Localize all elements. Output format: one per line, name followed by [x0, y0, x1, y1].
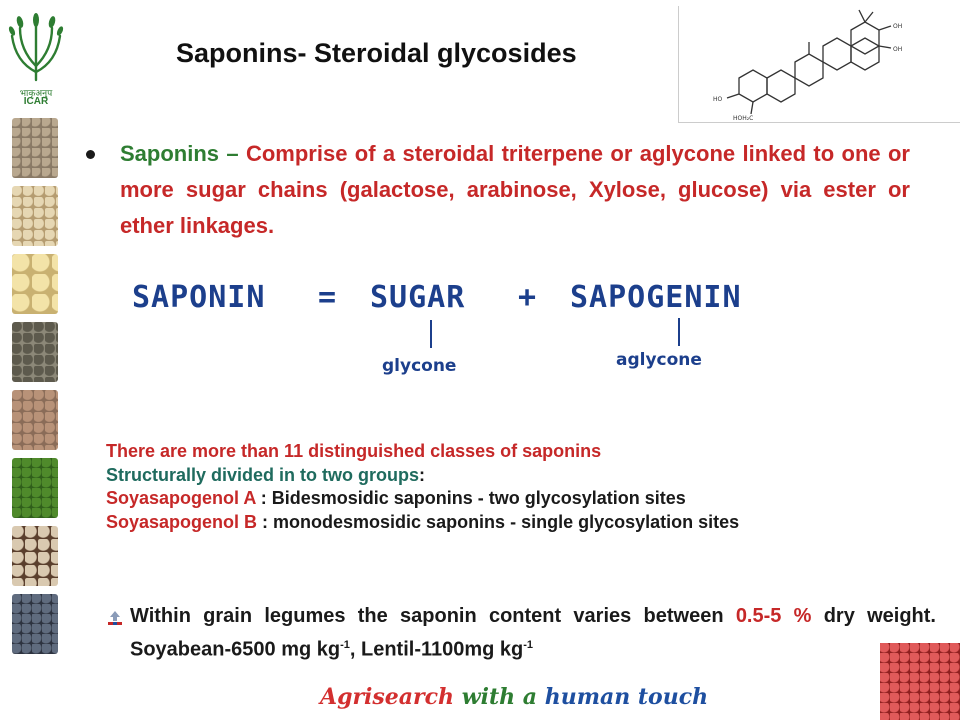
seed-image: [12, 458, 58, 518]
equation-sapogenin: SAPOGENIN: [570, 280, 742, 315]
slide-title: Saponins- Steroidal glycosides: [176, 38, 577, 68]
svg-text:OH: OH: [893, 23, 903, 30]
soyasapogenol-b-line: Soyasapogenol B : monodesmosidic saponins - single glycosylation sites: [106, 511, 740, 532]
icar-logo: [8, 6, 64, 106]
seed-image: [12, 390, 58, 450]
saponin-content-note: Within grain legumes the saponin content varies between 0.5-5 % dry weight. Soyabean-6500 mg $kg^{-1}$, Lentil-1100mg $kg^{-1}$: [130, 605, 936, 661]
arrow-bullet-icon: [108, 610, 122, 624]
bullet-dot: [86, 150, 95, 159]
saponin-label: Saponins –: [120, 141, 246, 166]
seed-image: [12, 254, 58, 314]
content-range: 0.5-5 %: [735, 605, 812, 627]
equation-saponin: SAPONIN: [132, 280, 266, 315]
seed-image: [12, 594, 58, 654]
logo-name: ICAR: [23, 96, 49, 107]
logo-hindi-text: भाकृअनुप: [19, 88, 53, 98]
red-seed-image: [880, 643, 960, 720]
svg-text:HOH₂C: HOH₂C: [733, 115, 754, 122]
saponin-definition-text: Comprise of a steroidal triterpene or aglycone linked to one or more sugar chains (galactose, arabinose, Xylose, glucose) via ester or ether linkages.: [120, 141, 910, 238]
seed-image-column: [12, 118, 58, 662]
saponin-equation: [132, 280, 822, 390]
seed-image: [12, 118, 58, 178]
saponin-classes-info: [106, 440, 739, 534]
svg-text:HO: HO: [713, 96, 723, 103]
equation-glycone: glycone: [382, 356, 457, 376]
triterpene-structure-image: [678, 6, 960, 123]
equation-connector: [678, 318, 680, 346]
seed-image: [12, 186, 58, 246]
equation-connector: [430, 320, 432, 348]
soyasapogenol-a-line: Soyasapogenol A : Bidesmosidic saponins - two glycosylation sites: [106, 488, 686, 508]
classes-line: There are more than 11 distinguished classes of saponins: [106, 441, 602, 461]
equation-equals: =: [318, 280, 338, 315]
svg-text:OH: OH: [893, 46, 903, 53]
saponin-definition: [120, 136, 910, 244]
equation-sugar: SUGAR: [370, 280, 466, 315]
tagline: Agrisearch with a human touch: [320, 684, 709, 710]
seed-image: [12, 322, 58, 382]
equation-aglycone: aglycone: [616, 350, 702, 370]
groups-line: Structurally divided in to two groups:: [106, 464, 426, 485]
seed-image: [12, 526, 58, 586]
equation-plus: +: [518, 280, 538, 315]
